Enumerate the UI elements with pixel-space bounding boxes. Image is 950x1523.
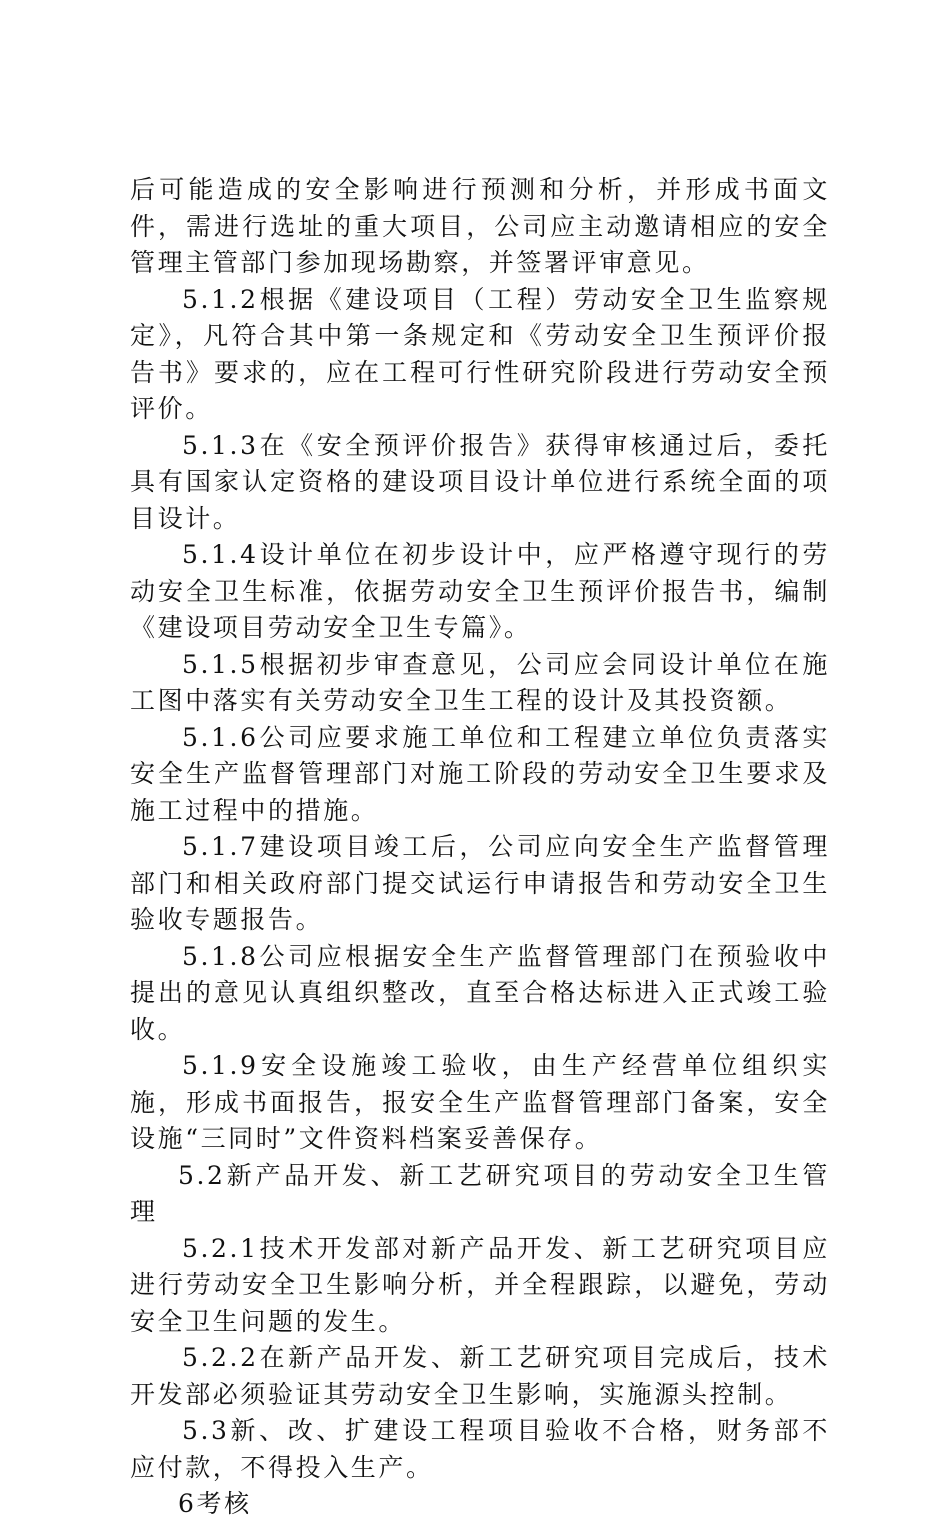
section-heading-5-2: 5.2新产品开发、新工艺研究项目的劳动安全卫生管理 (130, 1160, 830, 1226)
paragraph-5-3: 5.3新、改、扩建设工程项目验收不合格，财务部不应付款，不得投入生产。 (130, 1416, 830, 1482)
paragraph-5-1-5: 5.1.5根据初步审查意见，公司应会同设计单位在施工图中落实有关劳动安全卫生工程的设计及其投资额。 (130, 649, 830, 715)
paragraph-5-1-3: 5.1.3在《安全预评价报告》获得审核通过后，委托具有国家认定资格的建设项目设计单位进行系统全面的项目设计。 (130, 430, 830, 533)
paragraph-5-1-9: 5.1.9安全设施竣工验收，由生产经营单位组织实施，形成书面报告，报安全生产监督管理部门备案，安全设施“三同时”文件资料档案妥善保存。 (130, 1051, 830, 1153)
paragraph-5-2-2: 5.2.2在新产品开发、新工艺研究项目完成后，技术开发部必须验证其劳动安全卫生影响，实施源头控制。 (130, 1343, 830, 1409)
section-heading-6: 6考核 (178, 1489, 252, 1518)
paragraph-5-1-8: 5.1.8公司应根据安全生产监督管理部门在预验收中提出的意见认真组织整改，直至合格达标进入正式竣工验收。 (130, 941, 830, 1044)
paragraph-5-2-1: 5.2.1技术开发部对新产品开发、新工艺研究项目应进行劳动安全卫生影响分析，并全程跟踪，以避免，劳动安全卫生问题的发生。 (130, 1233, 830, 1336)
paragraph-5-1-2: 5.1.2根据《建设项目（工程）劳动安全卫生监察规定》，凡符合其中第一条规定和《劳动安全卫生预评价报告书》要求的，应在工程可行性研究阶段进行劳动安全预评价。 (130, 284, 830, 423)
document-body (130, 172, 830, 1523)
paragraph-continuation: 后可能造成的安全影响进行预测和分析，并形成书面文件，需进行选址的重大项目，公司应主动邀请相应的安全管理主管部门参加现场勘察，并签署评审意见。 (130, 175, 830, 277)
paragraph-5-1-7: 5.1.7建设项目竣工后，公司应向安全生产监督管理部门和相关政府部门提交试运行申请报告和劳动安全卫生验收专题报告。 (130, 832, 830, 934)
paragraph-5-1-6: 5.1.6公司应要求施工单位和工程建立单位负责落实安全生产监督管理部门对施工阶段的劳动安全卫生要求及施工过程中的措施。 (130, 722, 830, 825)
paragraph-5-1-4: 5.1.4设计单位在初步设计中，应严格遵守现行的劳动安全卫生标准，依据劳动安全卫生预评价报告书，编制《建设项目劳动安全卫生专篇》。 (130, 540, 830, 642)
